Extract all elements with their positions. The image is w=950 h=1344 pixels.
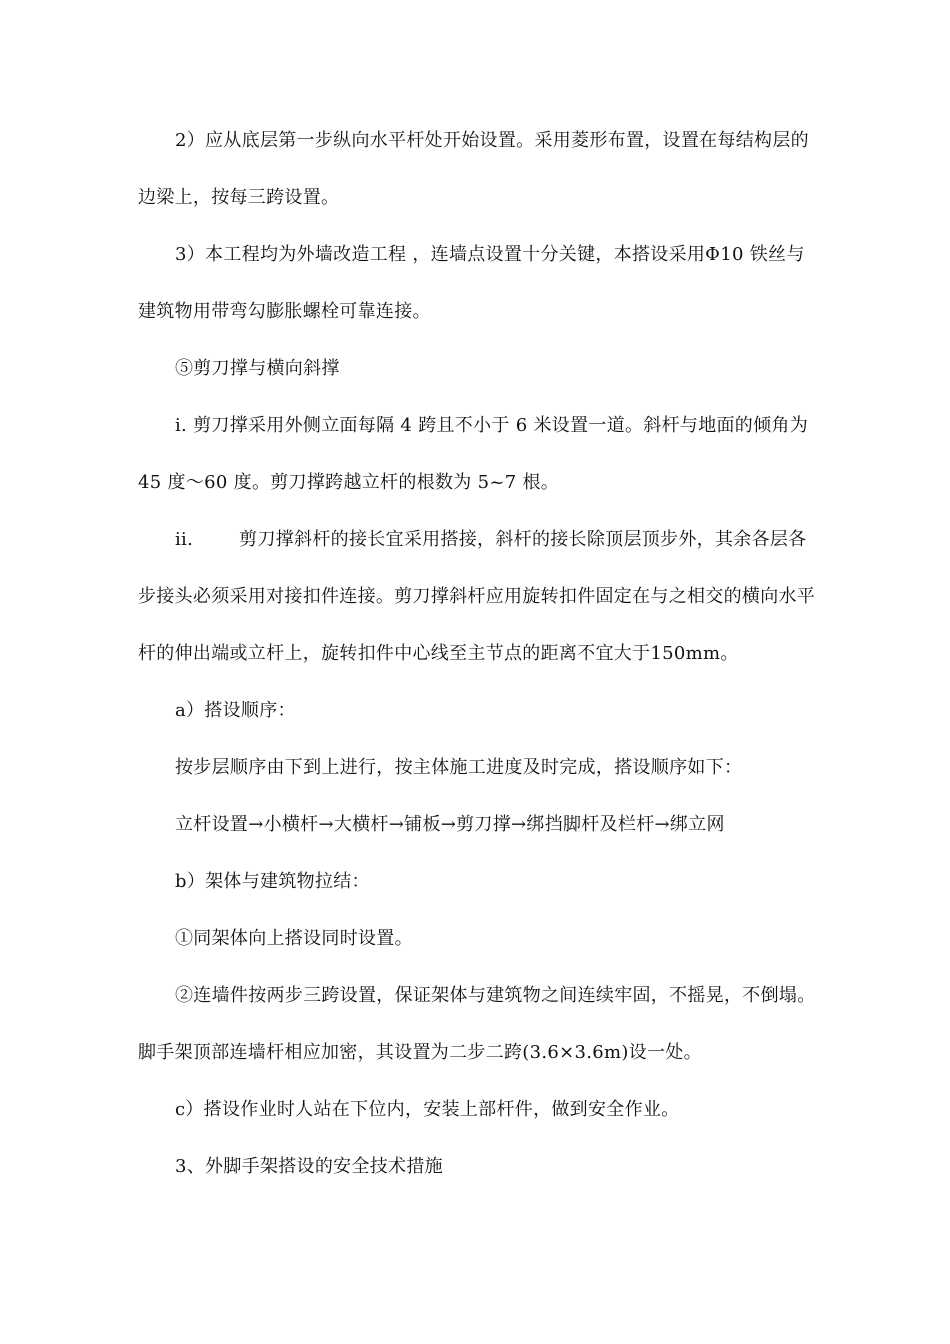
paragraph-line: 脚手架顶部连墙杆相应加密，其设置为二步二跨(3.6×3.6m)设一处。 xyxy=(138,1042,702,1063)
subheading: a）搭设顺序： xyxy=(175,700,296,721)
paragraph-line: 边梁上，按每三跨设置。 xyxy=(138,187,340,208)
paragraph-line: ①同架体向上搭设同时设置。 xyxy=(175,928,413,949)
paragraph-line: 2）应从底层第一步纵向水平杆处开始设置。采用菱形布置，设置在每结构层的 xyxy=(175,130,809,151)
paragraph-line: 杆的伸出端或立杆上，旋转扣件中心线至主节点的距离不宜大于150mm。 xyxy=(138,643,739,664)
paragraph-line: 45 度～60 度。剪刀撑跨越立杆的根数为 5~7 根。 xyxy=(138,472,560,493)
paragraph-line: 步接头必须采用对接扣件连接。剪刀撑斜杆应用旋转扣件固定在与之相交的横向水平 xyxy=(138,586,816,607)
paragraph-line: c）搭设作业时人站在下位内，安装上部杆件，做到安全作业。 xyxy=(175,1099,680,1120)
section-heading: 3、外脚手架搭设的安全技术措施 xyxy=(175,1156,443,1177)
list-marker: ii. xyxy=(175,529,194,550)
paragraph-line: 3）本工程均为外墙改造工程 ，连墙点设置十分关键，本搭设采用Φ10 铁丝与 xyxy=(175,244,805,265)
section-heading: ⑤剪刀撑与横向斜撑 xyxy=(175,358,340,379)
paragraph-line: i. 剪刀撑采用外侧立面每隔 4 跨且不小于 6 米设置一道。斜杆与地面的倾角为 xyxy=(175,415,808,436)
process-sequence: 立杆设置→小横杆→大横杆→铺板→剪刀撑→绑挡脚杆及栏杆→绑立网 xyxy=(175,814,725,835)
list-item-text: 剪刀撑斜杆的接长宜采用搭接，斜杆的接长除顶层顶步外，其余各层各 xyxy=(239,529,807,550)
paragraph-line: ②连墙件按两步三跨设置，保证架体与建筑物之间连续牢固，不摇晃，不倒塌。 xyxy=(175,985,816,1006)
subheading: b）架体与建筑物拉结： xyxy=(175,871,370,892)
paragraph-line: 按步层顺序由下到上进行，按主体施工进度及时完成，搭设顺序如下： xyxy=(175,757,743,778)
paragraph-line xyxy=(175,528,806,552)
paragraph-line: 建筑物用带弯勾膨胀螺栓可靠连接。 xyxy=(138,301,431,322)
